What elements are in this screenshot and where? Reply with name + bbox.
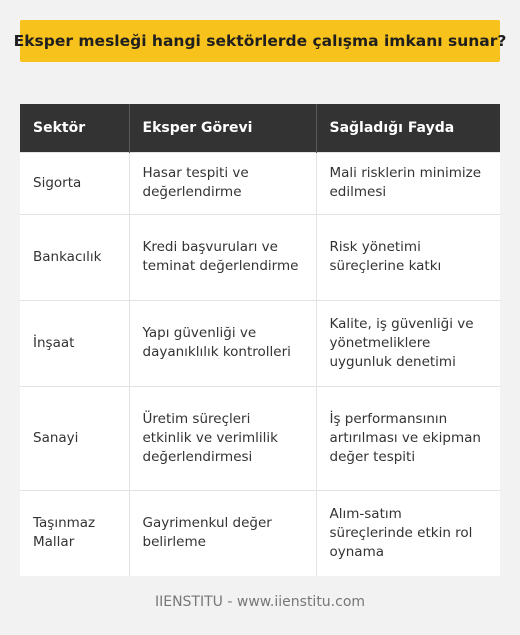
cell-sector: Taşınmaz Mallar bbox=[20, 490, 129, 576]
cell-expert-duty: Yapı güvenliği ve dayanıklılık kontrolleri bbox=[129, 300, 316, 386]
table-row bbox=[20, 386, 500, 490]
cell-sector: İnşaat bbox=[20, 300, 129, 386]
cell-benefit: Risk yönetimi süreçlerine katkı bbox=[316, 214, 500, 300]
cell-benefit: Mali risklerin minimize edilmesi bbox=[316, 152, 500, 214]
table-header-row bbox=[20, 104, 500, 152]
header-sector: Sektör bbox=[20, 104, 129, 152]
cell-benefit: Kalite, iş güvenliği ve yönetmeliklere uygunluk denetimi bbox=[316, 300, 500, 386]
cell-expert-duty: Gayrimenkul değer belirleme bbox=[129, 490, 316, 576]
header-benefit: Sağladığı Fayda bbox=[316, 104, 500, 152]
title-banner bbox=[13, 20, 507, 62]
sector-table bbox=[20, 104, 500, 576]
footer-credit: IIENSTITU - www.iienstitu.com bbox=[154, 594, 366, 610]
header-expert-duty: Eksper Görevi bbox=[129, 104, 316, 152]
table-row bbox=[20, 214, 500, 300]
cell-expert-duty: Hasar tespiti ve değerlendirme bbox=[129, 152, 316, 214]
table-row bbox=[20, 490, 500, 576]
page-title: Eksper mesleği hangi sektörlerde çalışma imkanı sunar? bbox=[13, 32, 507, 50]
table-row bbox=[20, 300, 500, 386]
cell-expert-duty: Üretim süreçleri etkinlik ve verimlilik değerlendirmesi bbox=[129, 386, 316, 490]
table-row bbox=[20, 152, 500, 214]
cell-benefit: Alım-satım süreçlerinde etkin rol oynama bbox=[316, 490, 500, 576]
cell-sector: Sigorta bbox=[20, 152, 129, 214]
cell-sector: Sanayi bbox=[20, 386, 129, 490]
cell-benefit: İş performansının artırılması ve ekipman değer tespiti bbox=[316, 386, 500, 490]
cell-sector: Bankacılık bbox=[20, 214, 129, 300]
cell-expert-duty: Kredi başvuruları ve teminat değerlendirme bbox=[129, 214, 316, 300]
